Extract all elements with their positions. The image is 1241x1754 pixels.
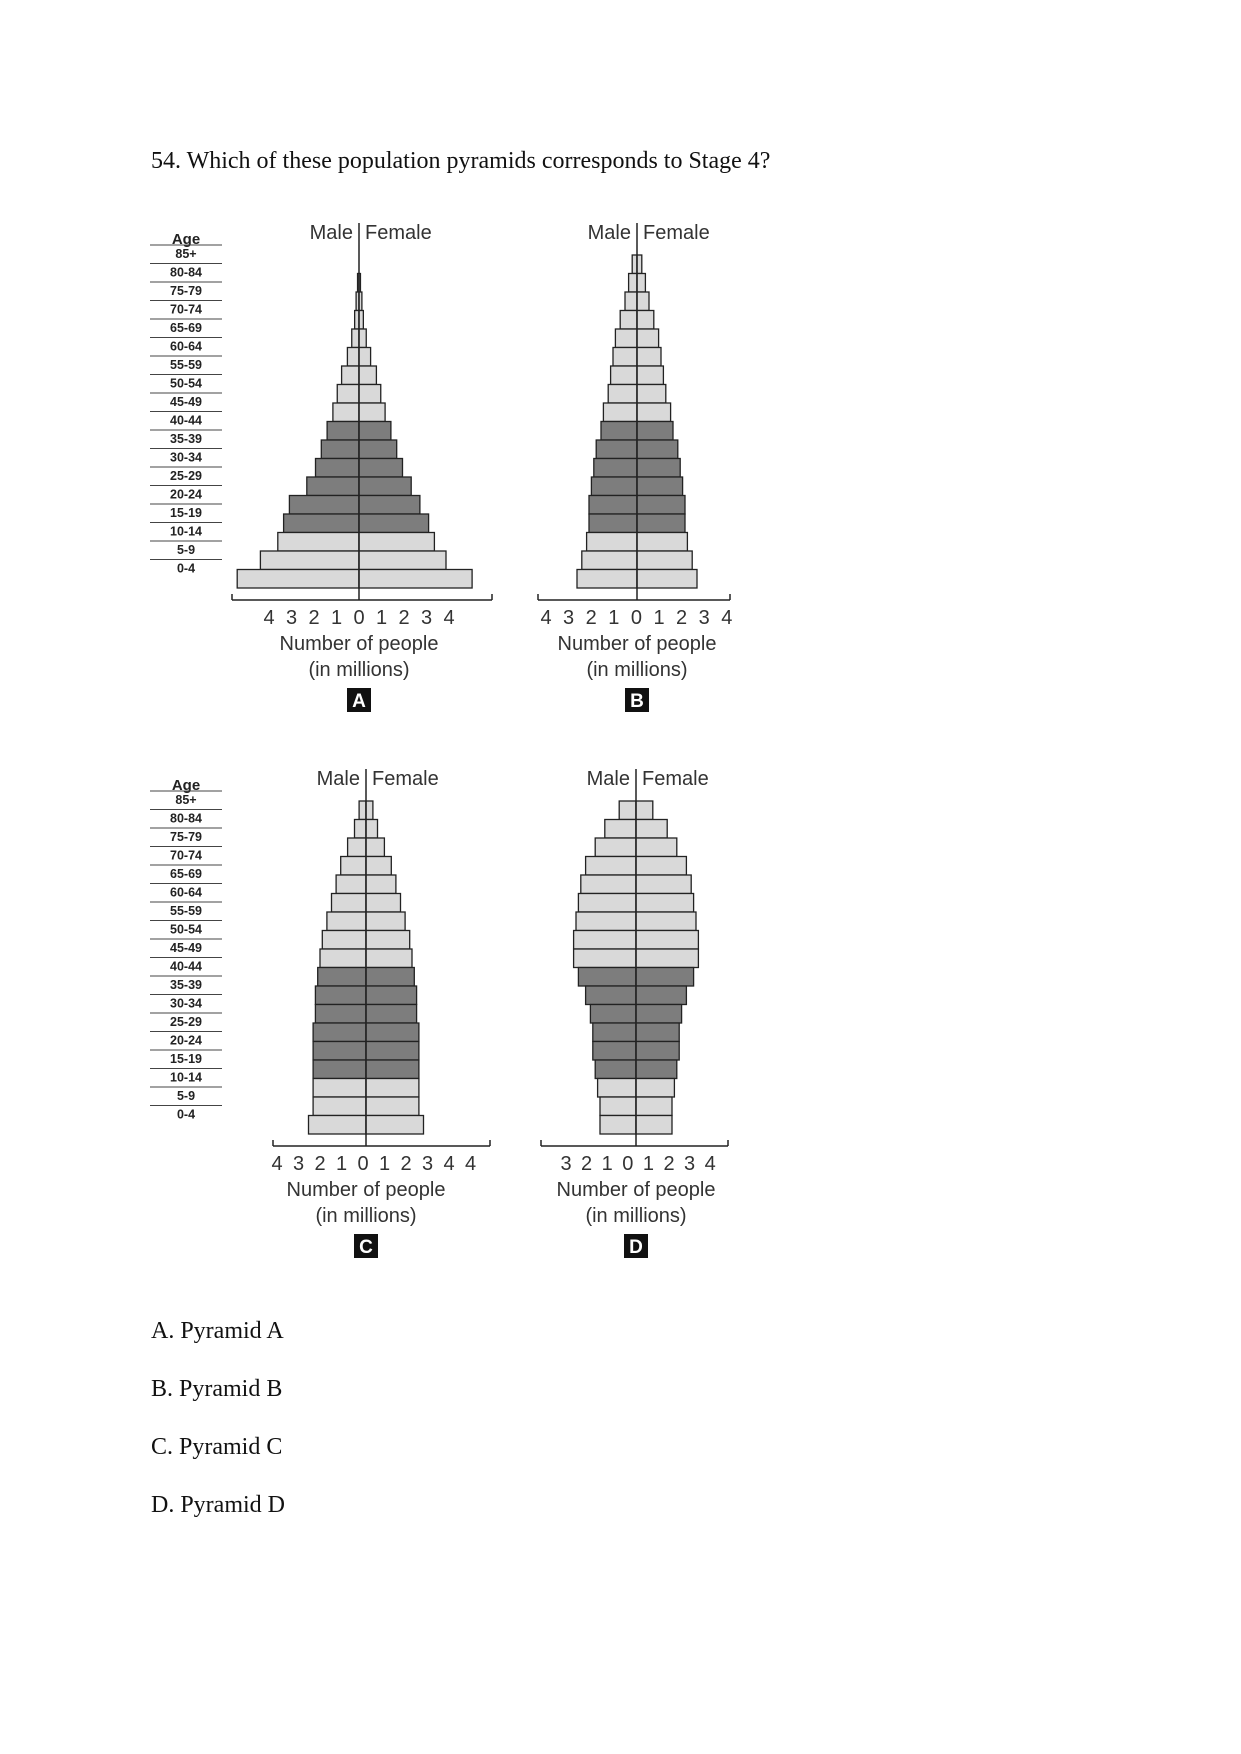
male-bar	[313, 1079, 366, 1098]
sex-header-female: Female	[365, 222, 432, 244]
male-bar	[625, 292, 637, 311]
female-bar	[359, 422, 391, 441]
age-group-label: 45-49	[170, 395, 202, 409]
female-bar	[359, 477, 411, 496]
male-bar	[574, 931, 636, 950]
age-group-label: 40-44	[170, 959, 202, 974]
x-tick-label: 3	[698, 607, 710, 629]
age-group-label: 60-64	[170, 339, 202, 354]
age-axis-header: Age	[171, 231, 201, 248]
male-bar	[590, 1005, 636, 1024]
sex-header-female: Female	[643, 222, 710, 244]
x-tick-label: 4	[443, 1153, 455, 1175]
male-bar	[327, 422, 359, 441]
female-bar	[366, 1023, 419, 1042]
age-axis-header: Age	[171, 777, 201, 794]
age-group-label: 35-39	[170, 978, 202, 992]
male-bar	[605, 820, 636, 839]
x-tick-label: 4	[263, 607, 275, 629]
x-tick-label: 2	[581, 1153, 593, 1175]
female-bar	[359, 533, 434, 552]
male-bar	[576, 912, 636, 931]
male-bar	[594, 459, 637, 478]
x-tick-label: 2	[400, 1153, 412, 1175]
female-bar	[359, 459, 403, 478]
female-bar	[637, 496, 685, 515]
male-bar	[342, 366, 359, 385]
male-bar	[348, 838, 366, 857]
x-tick-label: 2	[308, 607, 320, 629]
female-bar	[636, 949, 698, 968]
female-bar	[636, 801, 653, 820]
male-bar	[327, 912, 366, 931]
age-group-label: 70-74	[170, 848, 202, 863]
x-axis-unit-label: (in millions)	[586, 659, 688, 681]
age-group-label: 75-79	[170, 830, 202, 844]
x-tick-label: 2	[663, 1153, 675, 1175]
sex-header-male: Male	[316, 768, 360, 790]
age-group-label: 65-69	[170, 867, 202, 881]
female-bar	[359, 570, 472, 589]
female-bar	[359, 385, 381, 404]
female-bar	[636, 1116, 672, 1135]
female-bar	[637, 348, 661, 367]
male-bar	[591, 477, 637, 496]
x-axis-unit-label: (in millions)	[585, 1205, 687, 1227]
x-tick-label: 0	[357, 1153, 369, 1175]
x-tick-label: 2	[398, 607, 410, 629]
male-bar	[309, 1116, 367, 1135]
female-bar	[366, 1042, 419, 1061]
x-tick-label: 4	[271, 1153, 283, 1175]
option-a[interactable]: A. Pyramid A	[151, 1318, 284, 1344]
male-bar	[582, 551, 637, 570]
pyramid-badge-letter: B	[630, 691, 644, 712]
x-tick-label: 4	[704, 1153, 716, 1175]
age-group-label: 10-14	[170, 1070, 202, 1085]
male-bar	[589, 514, 637, 533]
male-bar	[315, 1005, 366, 1024]
female-bar	[636, 1005, 682, 1024]
female-bar	[637, 440, 678, 459]
female-bar	[366, 857, 391, 876]
x-tick-label: 3	[563, 607, 575, 629]
female-bar	[636, 838, 677, 857]
female-bar	[359, 348, 371, 367]
age-group-label: 15-19	[170, 506, 202, 520]
x-tick-label: 2	[585, 607, 597, 629]
sex-header-male: Male	[587, 222, 631, 244]
age-group-label: 50-54	[170, 376, 202, 391]
female-bar	[636, 931, 698, 950]
male-bar	[315, 986, 366, 1005]
male-bar	[619, 801, 636, 820]
female-bar	[366, 949, 412, 968]
female-bar	[636, 912, 696, 931]
female-bar	[637, 422, 673, 441]
male-bar	[359, 801, 366, 820]
male-bar	[313, 1042, 366, 1061]
age-group-label: 85+	[175, 793, 197, 807]
male-bar	[598, 1079, 636, 1098]
male-bar	[313, 1023, 366, 1042]
female-bar	[359, 551, 446, 570]
female-bar	[366, 986, 417, 1005]
option-d[interactable]: D. Pyramid D	[151, 1492, 285, 1518]
x-tick-label: 3	[420, 607, 433, 629]
x-axis-label: Number of people	[279, 633, 439, 655]
male-bar	[586, 857, 636, 876]
female-bar	[636, 1097, 672, 1116]
age-group-label: 45-49	[170, 941, 202, 955]
female-bar	[636, 986, 686, 1005]
age-group-label: 5-9	[176, 543, 196, 557]
age-group-label: 30-34	[170, 996, 202, 1011]
female-bar	[366, 931, 410, 950]
female-bar	[637, 533, 687, 552]
male-bar	[321, 440, 359, 459]
male-bar	[613, 348, 637, 367]
age-group-label: 20-24	[170, 1033, 202, 1048]
x-tick-label: 2	[676, 607, 688, 629]
age-group-label: 35-39	[170, 432, 202, 446]
female-bar	[366, 894, 401, 913]
age-group-label: 0-4	[176, 1107, 196, 1122]
x-axis-label: Number of people	[557, 633, 717, 655]
age-group-label: 50-54	[170, 922, 202, 937]
x-tick-label: 1	[601, 1153, 613, 1175]
female-bar	[366, 875, 396, 894]
x-axis-unit-label: (in millions)	[315, 1205, 417, 1227]
male-bar	[593, 1042, 636, 1061]
female-bar	[366, 968, 414, 987]
female-bar	[637, 274, 645, 293]
male-bar	[278, 533, 359, 552]
male-bar	[337, 385, 359, 404]
female-bar	[359, 440, 397, 459]
sex-header-female: Female	[372, 768, 439, 790]
male-bar	[577, 570, 637, 589]
x-tick-label: 2	[314, 1153, 326, 1175]
male-bar	[581, 875, 636, 894]
female-bar	[637, 551, 692, 570]
male-bar	[595, 838, 636, 857]
female-bar	[636, 1023, 679, 1042]
male-bar	[289, 496, 359, 515]
female-bar	[636, 857, 686, 876]
female-bar	[359, 329, 366, 348]
age-group-label: 80-84	[170, 265, 202, 280]
male-bar	[620, 311, 637, 330]
female-bar	[366, 801, 373, 820]
age-group-label: 5-9	[176, 1089, 196, 1103]
female-bar	[636, 968, 694, 987]
female-bar	[366, 1097, 419, 1116]
option-c[interactable]: C. Pyramid C	[151, 1434, 283, 1460]
age-group-label: 75-79	[170, 284, 202, 298]
age-group-label: 25-29	[170, 469, 202, 483]
female-bar	[636, 894, 694, 913]
x-tick-label: 3	[684, 1153, 696, 1175]
male-bar	[333, 403, 359, 422]
age-group-label: 85+	[175, 247, 197, 261]
female-bar	[637, 477, 683, 496]
male-bar	[596, 440, 637, 459]
pyramid-badge-letter: A	[352, 691, 366, 712]
female-bar	[366, 1116, 424, 1135]
female-bar	[366, 1079, 419, 1098]
sex-header-female: Female	[642, 768, 709, 790]
x-tick-label: 1	[608, 607, 620, 629]
male-bar	[600, 1097, 636, 1116]
female-bar	[359, 514, 429, 533]
x-axis-label: Number of people	[556, 1179, 716, 1201]
male-bar	[578, 968, 636, 987]
age-group-label: 25-29	[170, 1015, 202, 1029]
x-axis-label: Number of people	[286, 1179, 446, 1201]
question-text: 54. Which of these population pyramids corresponds to Stage 4?	[151, 148, 771, 174]
male-bar	[260, 551, 359, 570]
x-tick-label: 1	[642, 1153, 654, 1175]
female-bar	[366, 1005, 417, 1024]
male-bar	[341, 857, 366, 876]
female-bar	[359, 366, 376, 385]
female-bar	[366, 1060, 419, 1079]
male-bar	[615, 329, 637, 348]
female-bar	[637, 366, 663, 385]
female-bar	[359, 403, 385, 422]
x-tick-label: 0	[630, 607, 642, 629]
age-group-label: 15-19	[170, 1052, 202, 1066]
male-bar	[318, 968, 366, 987]
pyramid-badge-letter: D	[629, 1237, 643, 1258]
male-bar	[603, 403, 637, 422]
sex-header-male: Male	[586, 768, 630, 790]
x-tick-label: 0	[622, 1153, 634, 1175]
male-bar	[284, 514, 359, 533]
male-bar	[611, 366, 637, 385]
sex-header-male: Male	[309, 222, 353, 244]
female-bar	[637, 570, 697, 589]
female-bar	[637, 459, 680, 478]
male-bar	[332, 894, 367, 913]
female-bar	[636, 1060, 677, 1079]
female-bar	[637, 514, 685, 533]
male-bar	[629, 274, 637, 293]
male-bar	[313, 1060, 366, 1079]
male-bar	[307, 477, 359, 496]
female-bar	[359, 496, 420, 515]
male-bar	[316, 459, 360, 478]
x-tick-label: 1	[653, 607, 665, 629]
male-bar	[578, 894, 636, 913]
age-group-label: 70-74	[170, 302, 202, 317]
x-tick-label: 1	[330, 607, 343, 629]
female-bar	[366, 912, 405, 931]
x-tick-label: 4	[464, 1153, 477, 1175]
male-bar	[600, 1116, 636, 1135]
age-group-label: 0-4	[176, 561, 196, 576]
age-group-label: 55-59	[170, 904, 202, 918]
age-group-label: 80-84	[170, 811, 202, 826]
age-group-label: 60-64	[170, 885, 202, 900]
age-group-label: 20-24	[170, 487, 202, 502]
female-bar	[636, 1042, 679, 1061]
age-group-label: 40-44	[170, 413, 202, 428]
x-tick-label: 3	[285, 607, 298, 629]
male-bar	[347, 348, 359, 367]
x-axis-unit-label: (in millions)	[308, 659, 410, 681]
x-tick-label: 4	[540, 607, 552, 629]
male-bar	[589, 496, 637, 515]
age-group-label: 55-59	[170, 358, 202, 372]
x-tick-label: 4	[721, 607, 733, 629]
female-bar	[366, 838, 384, 857]
male-bar	[352, 329, 359, 348]
x-tick-label: 3	[421, 1153, 434, 1175]
female-bar	[636, 1079, 674, 1098]
x-tick-label: 0	[353, 607, 365, 629]
female-bar	[637, 292, 649, 311]
male-bar	[574, 949, 636, 968]
pyramid-badge-letter: C	[359, 1237, 373, 1258]
female-bar	[637, 329, 659, 348]
male-bar	[601, 422, 637, 441]
male-bar	[587, 533, 637, 552]
male-bar	[336, 875, 366, 894]
male-bar	[313, 1097, 366, 1116]
male-bar	[322, 931, 366, 950]
male-bar	[355, 820, 367, 839]
female-bar	[637, 311, 654, 330]
x-tick-label: 1	[375, 607, 388, 629]
x-tick-label: 3	[292, 1153, 305, 1175]
male-bar	[237, 570, 359, 589]
male-bar	[320, 949, 366, 968]
male-bar	[595, 1060, 636, 1079]
x-tick-label: 4	[443, 607, 455, 629]
male-bar	[586, 986, 636, 1005]
female-bar	[636, 820, 667, 839]
female-bar	[366, 820, 378, 839]
female-bar	[636, 875, 691, 894]
female-bar	[637, 385, 666, 404]
age-group-label: 30-34	[170, 450, 202, 465]
female-bar	[637, 403, 671, 422]
age-group-label: 10-14	[170, 524, 202, 539]
option-b[interactable]: B. Pyramid B	[151, 1376, 283, 1402]
x-tick-label: 1	[335, 1153, 348, 1175]
x-tick-label: 1	[378, 1153, 391, 1175]
age-group-label: 65-69	[170, 321, 202, 335]
x-tick-label: 3	[560, 1153, 572, 1175]
male-bar	[593, 1023, 636, 1042]
male-bar	[608, 385, 637, 404]
